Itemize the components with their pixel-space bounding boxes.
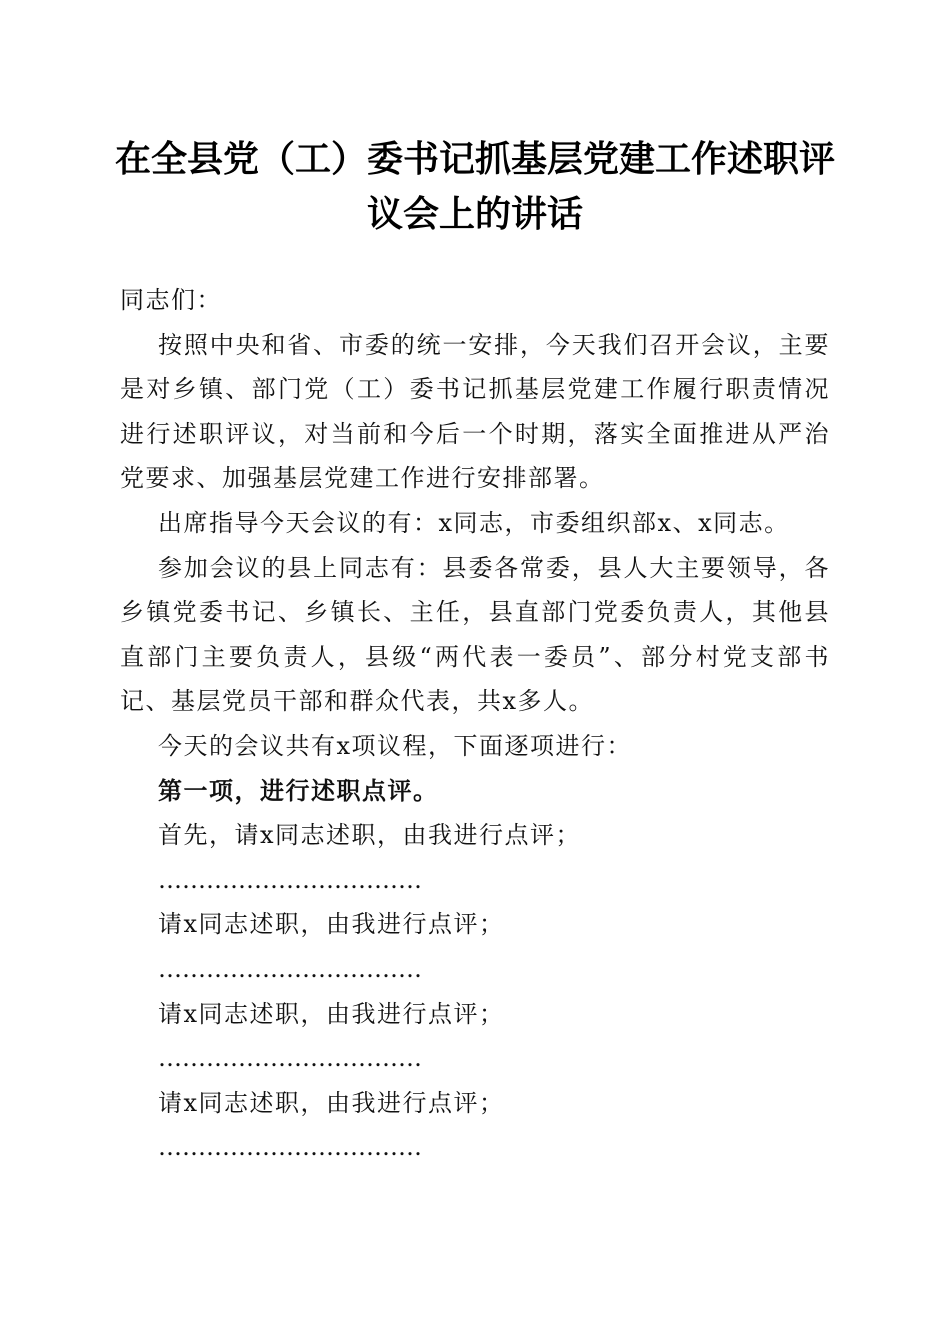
title-line-2: 议会上的讲话	[366, 193, 583, 235]
ellipsis-line: ……………………………	[158, 1133, 422, 1162]
section-heading: 第一项，进行述职点评。	[158, 775, 439, 805]
document-title	[100, 132, 850, 242]
title-line-1: 在全县党（工）委书记抓基层党建工作述职评	[114, 138, 835, 180]
ellipsis-line: ……………………………	[158, 865, 422, 894]
paragraph-arrangement: 按照中央和省、市委的统一安排，今天我们召开会议，主要是对乡镇、部门党（工）委书记抓基层党建工作履行职责情况进行述职评议，对当前和今后一个时期，落实全面推进从严治党要求、加强基层党建工作进行安排部署。	[120, 330, 830, 493]
paragraph-agenda: 今天的会议共有x项议程，下面逐项进行：	[158, 731, 633, 760]
salutation: 同志们：	[120, 286, 222, 314]
document-body	[120, 278, 830, 1170]
review-line: 请x同志述职，由我进行点评；	[158, 999, 505, 1028]
review-line: 请x同志述职，由我进行点评；	[158, 1088, 505, 1117]
review-line: 首先，请x同志述职，由我进行点评；	[158, 821, 582, 850]
ellipsis-line: ……………………………	[158, 1044, 422, 1073]
ellipsis-line: ……………………………	[158, 954, 422, 983]
review-line: 请x同志述职，由我进行点评；	[158, 910, 505, 939]
paragraph-attendees-county: 参加会议的县上同志有：县委各常委，县人大主要领导，各乡镇党委书记、乡镇长、主任，县直部门党委负责人，其他县直部门主要负责人，县级“两代表一委员”、部分村党支部书记、基层党员干部和群众代表，共x多人。	[120, 553, 830, 716]
paragraph-attendees-guidance: 出席指导今天会议的有：x同志，市委组织部x、x同志。	[158, 508, 790, 537]
